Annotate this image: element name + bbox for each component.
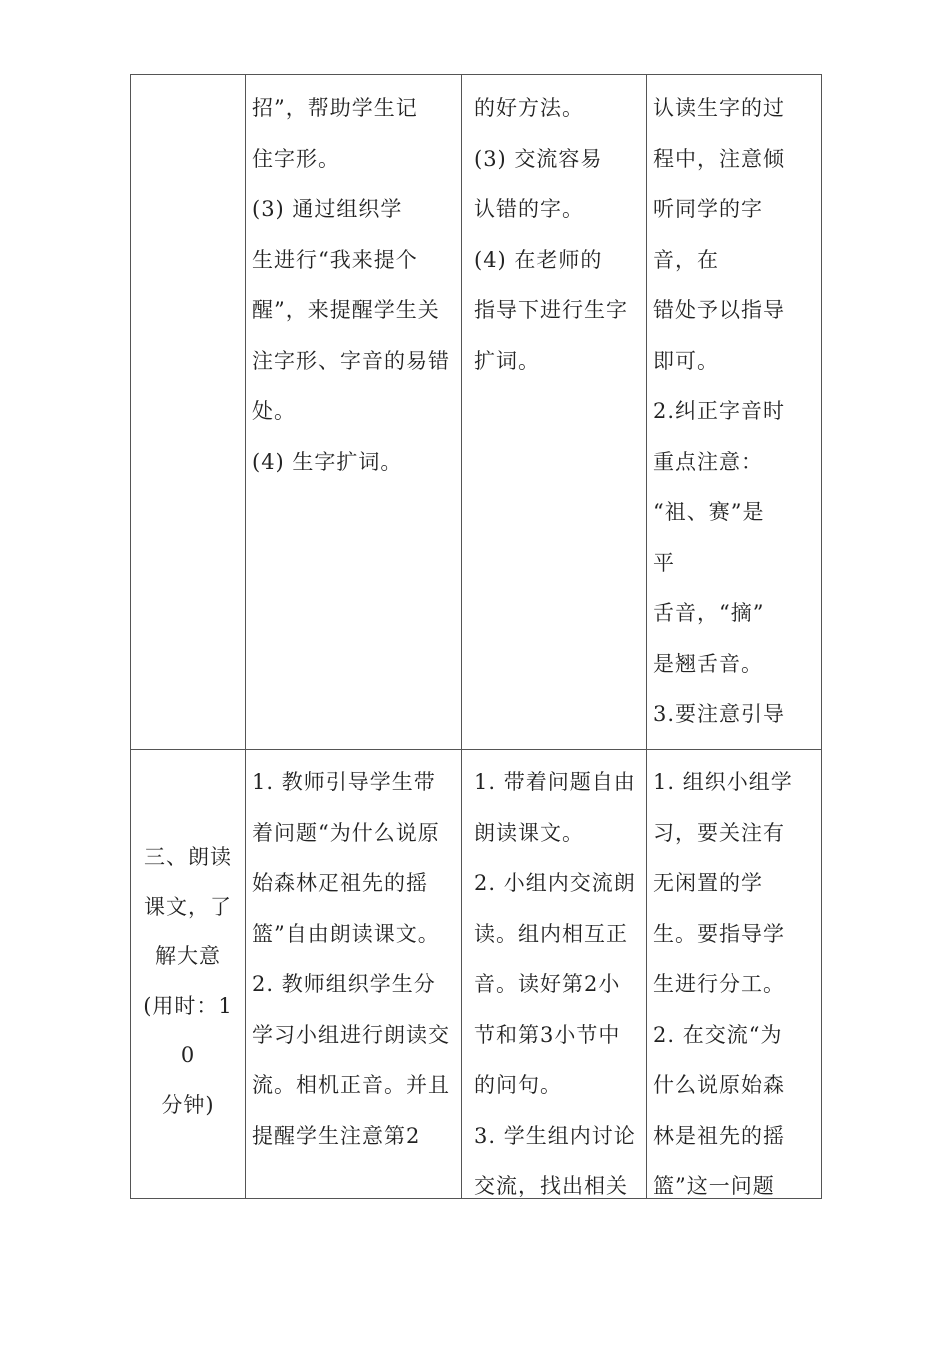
cell-line: 读。组内相互正 — [474, 921, 628, 946]
row2-notes-cell — [653, 757, 821, 1197]
cell-line: 注字形、字音的易错 — [252, 348, 450, 373]
cell-line: 扩词。 — [474, 348, 540, 373]
cell-line: (3) 通过组织学 — [252, 197, 403, 221]
cell-line: 平 — [653, 550, 675, 575]
cell-line: 1. 教师引导学生带 — [252, 770, 436, 794]
cell-line: 即可。 — [653, 348, 719, 373]
cell-line: 的问句。 — [474, 1073, 562, 1097]
cell-line: 无闲置的学 — [653, 871, 763, 895]
cell-line: 招”，帮助学生记 — [252, 96, 418, 120]
cell-line: 解大意 — [155, 944, 221, 968]
cell-line: 篮”自由朗读课文。 — [252, 921, 440, 946]
row2-stage-cell — [133, 833, 243, 1183]
cell-line: 3.要注意引导 — [653, 702, 786, 726]
cell-line: 着问题“为什么说原 — [252, 820, 440, 845]
column-divider — [245, 75, 246, 1198]
cell-line: (3) 交流容易 — [474, 146, 603, 171]
row2-student-cell — [474, 757, 644, 1197]
cell-line: 2. 小组内交流朗 — [474, 871, 636, 895]
cell-line: 指导下进行生字 — [474, 298, 628, 322]
cell-line: 节和第3小节中 — [474, 1022, 621, 1047]
cell-line: 醒”，来提醒学生关 — [252, 298, 440, 322]
row1-stage-cell — [133, 83, 243, 747]
cell-line: 住字形。 — [252, 146, 340, 171]
row1-student-cell — [474, 83, 644, 747]
cell-line: 舌音，“摘” — [653, 601, 765, 625]
cell-line: 的好方法。 — [474, 96, 584, 120]
cell-line: 2. 教师组织学生分 — [252, 972, 436, 996]
cell-line: 始森林疋祖先的摇 — [252, 871, 428, 895]
cell-line: 生。要指导学 — [653, 921, 785, 946]
cell-line: 流。相机正音。并且 — [252, 1073, 450, 1097]
column-divider — [461, 75, 462, 1198]
cell-line: “祖、赛”是 — [653, 500, 765, 524]
column-divider — [646, 75, 647, 1198]
cell-line: 错处予以指导 — [653, 298, 785, 322]
cell-line: 什么说原始森 — [653, 1073, 785, 1097]
lesson-plan-table — [130, 74, 822, 1199]
cell-line: 认读生字的过 — [653, 96, 785, 120]
cell-line: 交流，找出相关 — [474, 1174, 628, 1197]
cell-line: 重点注意： — [653, 449, 763, 474]
row1-notes-cell — [653, 83, 821, 747]
cell-line: 提醒学生注意第2 — [252, 1123, 421, 1148]
cell-line: 篮”这一问题 — [653, 1174, 775, 1197]
cell-line: 音。读好第2小 — [474, 972, 621, 996]
cell-line: 林是祖先的摇 — [653, 1123, 785, 1148]
cell-line: 三、朗读 — [144, 845, 232, 869]
cell-line: 处。 — [252, 399, 296, 423]
cell-line: 程中，注意倾 — [653, 146, 785, 171]
row2-teacher-cell — [252, 757, 459, 1197]
row1-teacher-cell — [252, 83, 459, 747]
cell-line: 0 — [180, 1043, 196, 1067]
cell-line: 1. 带着问题自由 — [474, 770, 636, 794]
cell-line: 1. 组织小组学 — [653, 770, 793, 794]
row-divider — [131, 749, 821, 750]
cell-line: 朗读课文。 — [474, 820, 584, 845]
cell-line: 习，要关注有 — [653, 820, 785, 845]
cell-line: 2. 在交流“为 — [653, 1022, 783, 1047]
cell-line: (4) 生字扩词。 — [252, 449, 403, 474]
cell-line: (4) 在老师的 — [474, 247, 603, 272]
cell-line: 3. 学生组内讨论 — [474, 1123, 636, 1148]
cell-line: 课文，了 — [144, 894, 232, 919]
cell-line: 分钟) — [161, 1092, 215, 1117]
cell-line: 认错的字。 — [474, 197, 584, 221]
cell-line: 生进行分工。 — [653, 972, 785, 996]
cell-line: 是翘舌音。 — [653, 651, 763, 676]
cell-line: 生进行“我来提个 — [252, 247, 418, 272]
cell-line: 听同学的字 — [653, 197, 763, 221]
cell-line: 音，在 — [653, 247, 719, 272]
cell-line: (用时：1 — [143, 993, 233, 1018]
cell-line: 学习小组进行朗读交 — [252, 1022, 450, 1047]
cell-line: 2.纠正字音时 — [653, 399, 786, 423]
